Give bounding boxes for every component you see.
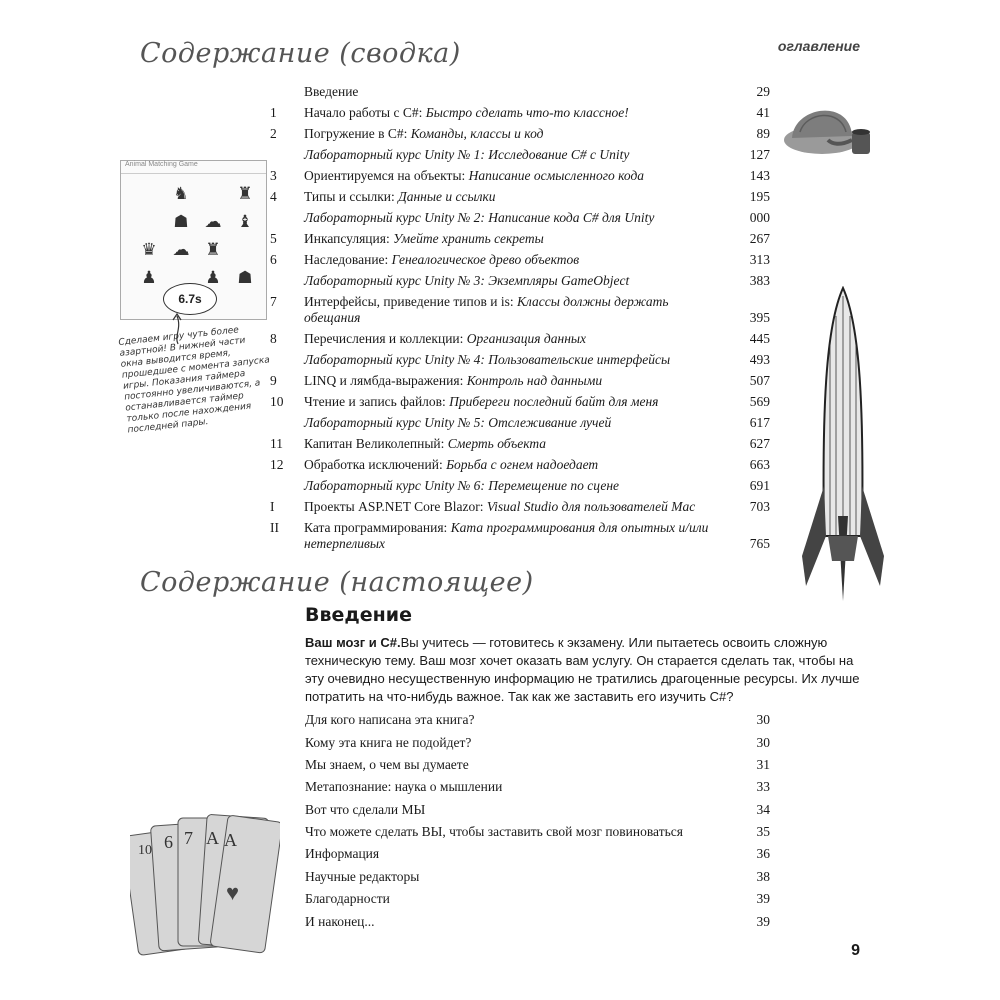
toc-row <box>270 207 775 228</box>
animal-icon: ♟ <box>141 268 157 287</box>
chapter-number: I <box>270 498 275 514</box>
chapter-number: II <box>270 519 279 535</box>
animal-icon <box>231 240 259 262</box>
subsection-title: Метапознание: наука о мышлении <box>305 779 503 795</box>
intro-subsections <box>305 709 775 933</box>
chapter-number: 2 <box>270 125 277 141</box>
toc-row <box>270 328 775 349</box>
card-rank: 7 <box>184 828 193 848</box>
toc-row <box>270 391 775 412</box>
intro-paragraph <box>305 634 860 706</box>
animal-icon: ♜ <box>205 240 221 259</box>
card-rank: A <box>206 828 219 848</box>
chapter-title <box>304 210 775 226</box>
chapter-title <box>304 147 775 163</box>
chapter-subtitle: Борьба с огнем надоедает <box>446 456 599 472</box>
toc-row <box>270 270 775 291</box>
chapter-name: LINQ и лямбда-выражения: <box>304 372 467 388</box>
chapter-subtitle: Классы должны держать обещания <box>304 293 669 325</box>
subsection-row <box>305 866 775 888</box>
chapter-title <box>304 415 775 431</box>
chapter-number: 6 <box>270 251 277 267</box>
chapter-subtitle: Организация данных <box>466 330 587 346</box>
summary-title: Содержание (сводка) <box>140 38 461 69</box>
chapter-name: Лабораторный курс Unity № 1: Исследование C# с Unity <box>304 146 630 162</box>
detective-hat-icon <box>780 88 880 168</box>
chapter-subtitle: Смерть объекта <box>447 435 547 451</box>
toc-row <box>270 249 775 270</box>
card-rank: 10 <box>138 843 152 858</box>
page-ref: 445 <box>749 330 770 346</box>
page-ref: 395 <box>749 309 770 325</box>
animal-icon: ♛ <box>141 240 157 259</box>
chapter-number: 11 <box>270 435 283 451</box>
chapter-name: Лабораторный курс Unity № 5: Отслеживание лучей <box>304 414 612 430</box>
subsection-title: Что можете сделать ВЫ, чтобы заставить свой мозг повиноваться <box>305 824 683 840</box>
toc-row <box>270 517 775 554</box>
chapter-title <box>304 168 775 184</box>
chapter-name: Чтение и запись файлов: <box>304 393 450 409</box>
animal-icon: ♞ <box>173 184 189 203</box>
page-ref: 30 <box>756 734 770 750</box>
chapter-number: 12 <box>270 456 284 472</box>
chapter-subtitle: Написание осмысленного кода <box>468 167 645 183</box>
chapter-name: Погружение в C#: <box>304 125 411 141</box>
chapter-title <box>304 520 775 552</box>
animal-icon: ♟ <box>205 268 221 287</box>
page-ref: 617 <box>749 414 770 430</box>
animal-icon: ♝ <box>237 212 253 231</box>
chapter-title <box>304 84 775 100</box>
subsection-title: Вот что сделали МЫ <box>305 801 426 817</box>
page-ref: 703 <box>749 498 770 514</box>
intro-section <box>305 604 860 706</box>
toc-row <box>270 81 775 102</box>
subsection-title: Информация <box>305 846 380 862</box>
animal-icon: ♜ <box>237 184 253 203</box>
chapter-title <box>304 252 775 268</box>
chapter-name: Начало работы с C#: <box>304 104 426 120</box>
toc-row <box>270 433 775 454</box>
toc-row <box>270 165 775 186</box>
playing-cards-icon <box>130 810 280 960</box>
subsection-title: Мы знаем, о чем вы думаете <box>305 756 469 772</box>
chapter-number: 3 <box>270 167 277 183</box>
subsection-row <box>305 731 775 753</box>
chapter-title <box>304 436 775 452</box>
chapter-subtitle: Прибереги последний байт для меня <box>449 393 659 409</box>
animal-grid <box>121 174 266 290</box>
page-ref: 30 <box>756 712 770 728</box>
page-ref: 31 <box>756 756 770 772</box>
chapter-title <box>304 105 775 121</box>
page-ref: 36 <box>756 846 770 862</box>
page-ref: 35 <box>756 824 770 840</box>
chapter-name: Лабораторный курс Unity № 3: Экземпляры GameObject <box>304 272 630 288</box>
chapter-name: Обработка исключений: <box>304 456 447 472</box>
chapter-title <box>304 457 775 473</box>
chapter-title <box>304 499 775 515</box>
chapter-name: Наследование: <box>304 251 392 267</box>
page-ref: 267 <box>749 230 770 246</box>
toc-row <box>270 475 775 496</box>
page-ref: 493 <box>749 351 770 367</box>
subsection-row <box>305 709 775 731</box>
chapter-title <box>304 126 775 142</box>
toc-row <box>270 496 775 517</box>
chapter-title <box>304 394 775 410</box>
page-ref: 507 <box>749 372 770 388</box>
chapter-title <box>304 231 775 247</box>
chapter-name: Лабораторный курс Unity № 4: Пользовательские интерфейсы <box>304 351 671 367</box>
chapter-title <box>304 273 775 289</box>
chapter-subtitle: Контроль над данными <box>466 372 603 388</box>
heart-icon: ♥ <box>226 880 240 905</box>
chapter-name: Инкапсуляция: <box>304 230 394 246</box>
subsection-row <box>305 888 775 910</box>
chapter-subtitle: Умейте хранить секреты <box>393 230 544 246</box>
page-ref: 127 <box>749 146 770 162</box>
page-ref: 383 <box>749 272 770 288</box>
page-ref: 39 <box>756 891 770 907</box>
page-ref: 33 <box>756 779 770 795</box>
toc-row <box>270 228 775 249</box>
page-ref: 41 <box>756 104 770 120</box>
chapter-subtitle: Команды, классы и код <box>410 125 544 141</box>
page-ref: 765 <box>749 535 770 551</box>
chapter-name: Типы и ссылки: <box>304 188 399 204</box>
chapter-subtitle: Данные и ссылки <box>398 188 496 204</box>
page-ref: 000 <box>749 209 770 225</box>
chapter-title <box>304 331 775 347</box>
subsection-row <box>305 776 775 798</box>
card-rank: 6 <box>164 832 173 852</box>
page-ref: 195 <box>749 188 770 204</box>
animal-icon: ☁ <box>204 212 222 231</box>
page-ref: 569 <box>749 393 770 409</box>
chapter-number: 5 <box>270 230 277 246</box>
chapter-subtitle: Ката программирования для опытных и/или нетерпеливых <box>304 519 709 551</box>
chapter-name: Введение <box>304 83 359 99</box>
timer-label: 6.7s <box>163 283 217 315</box>
page-ref: 663 <box>749 456 770 472</box>
animal-icon <box>135 184 163 206</box>
subsection-title: Благодарности <box>305 891 390 907</box>
animal-icon: ☗ <box>173 212 189 231</box>
card-rank: A <box>224 830 237 850</box>
chapter-title <box>304 478 775 494</box>
chapter-subtitle: Visual Studio для пользователей Mac <box>486 498 696 514</box>
subsection-row <box>305 754 775 776</box>
intro-heading: Введение <box>305 604 412 626</box>
chapter-number: 4 <box>270 188 277 204</box>
subsection-title: Для кого написана эта книга? <box>305 712 475 728</box>
toc-row <box>270 291 775 328</box>
toc-row <box>270 123 775 144</box>
sidenote-text: Сделаем игру чуть более азартной! В нижней части окна выводится время, прошедшее с момента запуска игры. Показания таймера постоянно увеличиваются, а останавливается таймер только после нахождения последней пары. <box>118 325 271 436</box>
chapter-name: Капитан Великолепный: <box>304 435 448 451</box>
subsection-row <box>305 799 775 821</box>
page-ref: 143 <box>749 167 770 183</box>
chapter-subtitle: Генеалогическое древо объектов <box>391 251 580 267</box>
animal-icon <box>199 184 227 206</box>
toc-row <box>270 102 775 123</box>
chapter-name: Лабораторный курс Unity № 6: Перемещение по сцене <box>304 477 620 493</box>
page-ref: 34 <box>756 801 770 817</box>
chapter-name: Перечисления и коллекции: <box>304 330 467 346</box>
page-ref: 313 <box>749 251 770 267</box>
page-ref: 691 <box>749 477 770 493</box>
toc-summary <box>270 81 775 554</box>
chapter-title <box>304 352 775 368</box>
chapter-title <box>304 189 775 205</box>
page-ref: 29 <box>756 83 770 99</box>
toc-row <box>270 186 775 207</box>
chapter-name: Лабораторный курс Unity № 2: Написание кода C# для Unity <box>304 209 655 225</box>
subsection-row <box>305 821 775 843</box>
chapter-number: 8 <box>270 330 277 346</box>
subsection-title: Кому эта книга не подойдет? <box>305 734 472 750</box>
animal-icon <box>135 212 163 234</box>
page-ref: 89 <box>756 125 770 141</box>
page-ref: 627 <box>749 435 770 451</box>
toc-row <box>270 144 775 165</box>
toc-row <box>270 370 775 391</box>
full-title: Содержание (настоящее) <box>140 567 534 598</box>
chapter-title <box>304 294 775 326</box>
chapter-name: Ката программирования: <box>304 519 451 535</box>
chapter-number: 9 <box>270 372 277 388</box>
chapter-title <box>304 373 775 389</box>
intro-body: Вы учитесь — готовитесь к экзамену. Или пытаетесь освоить сложную техническую тему. Ваш мозг хочет оказать вам услугу. Он старается сделать так, чтобы на эту очевидно несущественную информацию не тратились драгоценные ресурсы. Их лучше потратить на что-нибудь важное. Так как же заставить его изучить C#? <box>305 635 860 704</box>
subsection-row <box>305 843 775 865</box>
chapter-number: 7 <box>270 293 277 309</box>
subsection-title: И наконец... <box>305 913 375 929</box>
toc-row <box>270 454 775 475</box>
subsection-row <box>305 910 775 932</box>
chapter-number: 10 <box>270 393 284 409</box>
animal-icon: ☗ <box>237 268 253 287</box>
page-ref: 38 <box>756 868 770 884</box>
intro-lead: Ваш мозг и C#. <box>305 635 401 650</box>
rocket-icon <box>798 286 888 606</box>
animal-icon: ☁ <box>172 240 190 259</box>
subsection-title: Научные редакторы <box>305 868 420 884</box>
page-number: 9 <box>851 942 860 959</box>
toc-row <box>270 349 775 370</box>
page-ref: 39 <box>756 913 770 929</box>
chapter-number: 1 <box>270 104 277 120</box>
window-title: Animal Matching Game <box>121 161 266 174</box>
chapter-name: Проекты ASP.NET Core Blazor: <box>304 498 487 514</box>
toc-row <box>270 412 775 433</box>
chapter-name: Ориентируемся на объекты: <box>304 167 469 183</box>
chapter-subtitle: Быстро сделать что-то классное! <box>425 104 629 120</box>
chapter-name: Интерфейсы, приведение типов и is: <box>304 293 517 309</box>
running-head: оглавление <box>777 38 860 54</box>
